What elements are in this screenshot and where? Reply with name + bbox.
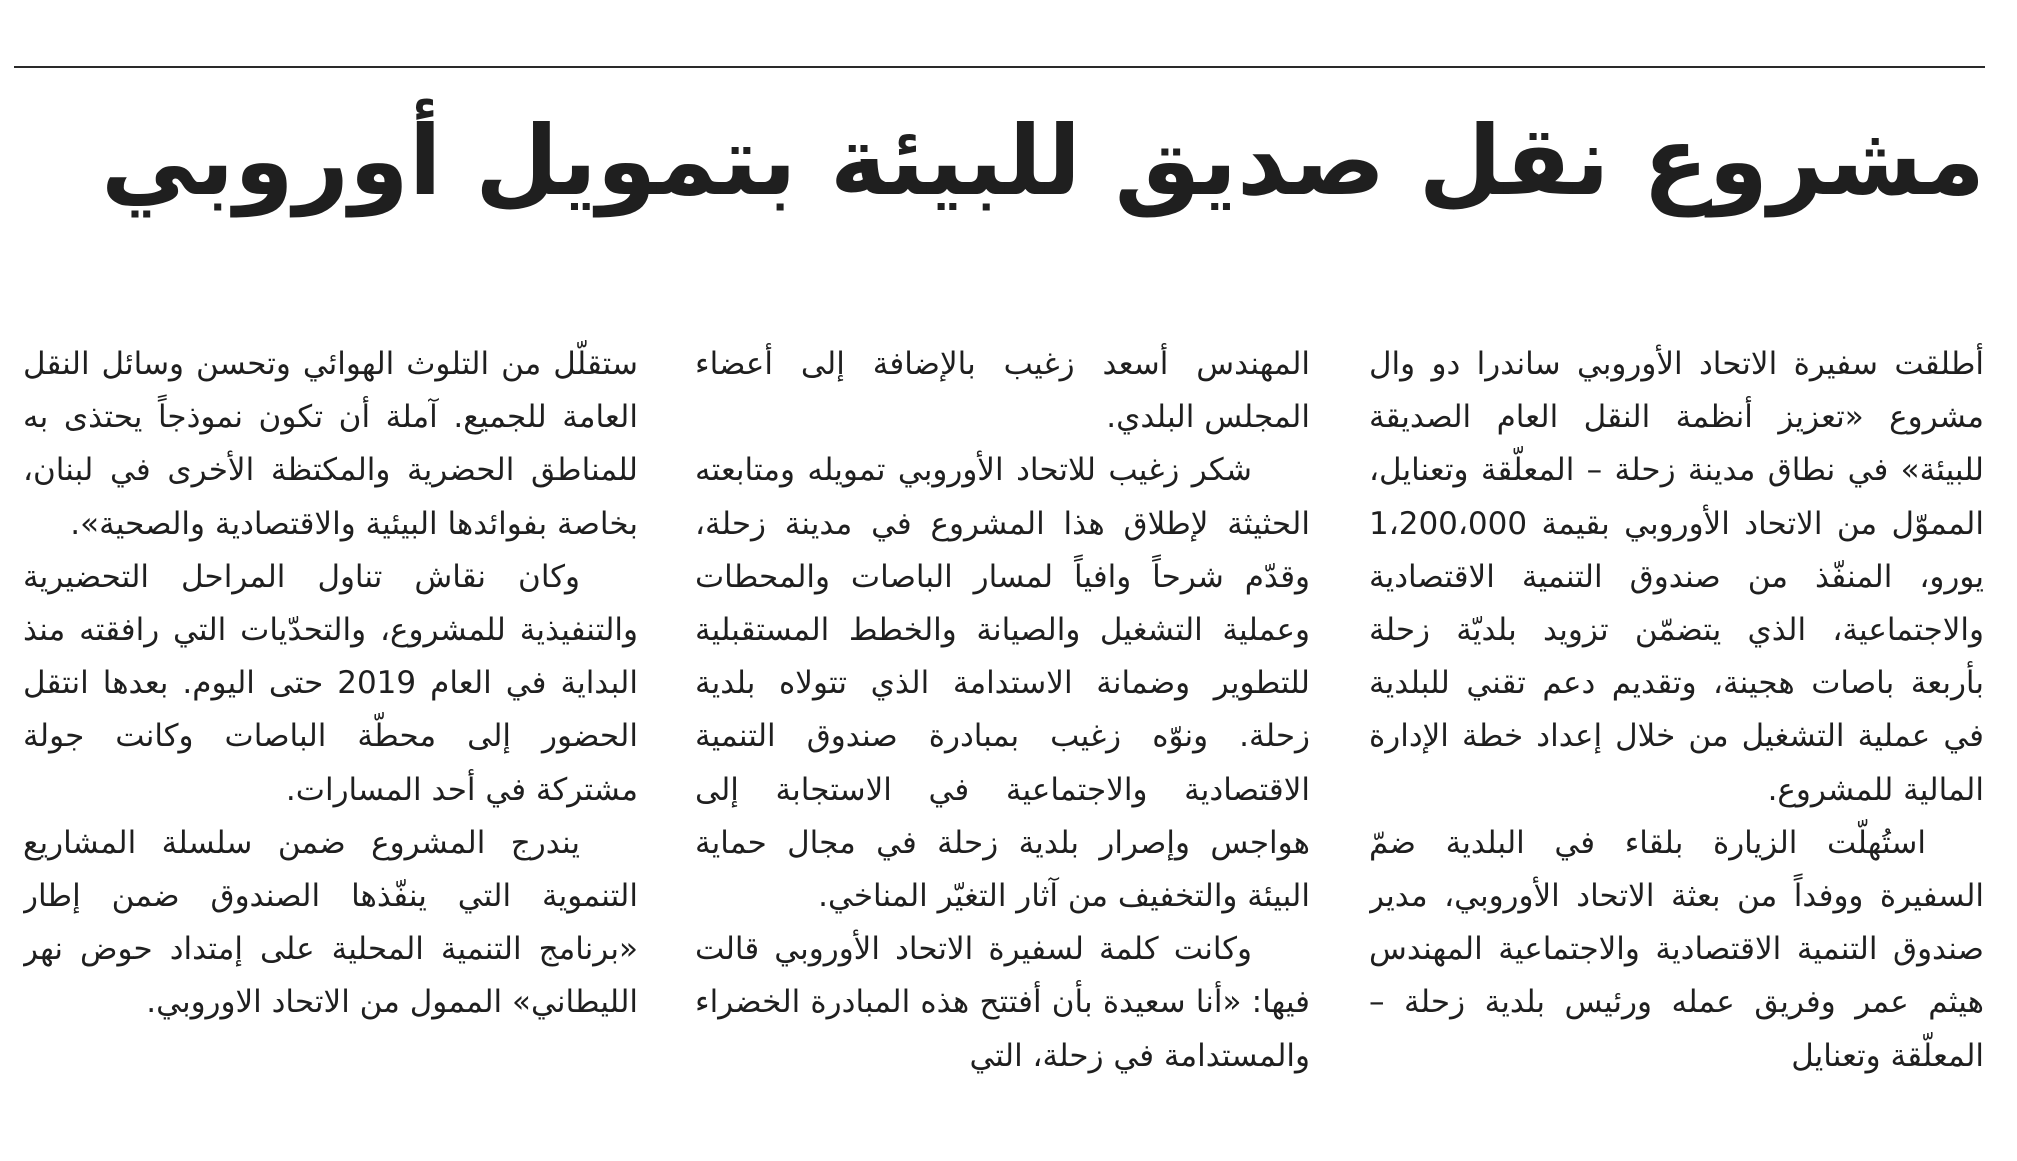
paragraph: يندرج المشروع ضمن سلسلة المشاريع التنموية التي ينفّذها الصندوق ضمن إطار «برنامج التنمية المحلية على إمتداد حوض نهر الليطاني» الممول من الاتحاد الاوروبي. bbox=[23, 824, 638, 1021]
article-column-middle bbox=[695, 338, 1310, 1128]
paragraph: وكان نقاش تناول المراحل التحضيرية والتنفيذية للمشروع، والتحدّيات التي رافقته منذ البداية في العام 2019 حتى اليوم. بعدها انتقل الحضور إلى محطّة الباصات وكانت جولة مشتركة في أحد المسارات. bbox=[23, 558, 638, 808]
article-column-right bbox=[1369, 338, 1984, 1128]
paragraph: المهندس أسعد زغيب بالإضافة إلى أعضاء المجلس البلدي. bbox=[695, 346, 1310, 436]
paragraph: أطلقت سفيرة الاتحاد الأوروبي ساندرا دو وال مشروع «تعزيز أنظمة النقل العام الصديقة للبيئة» في نطاق مدينة زحلة – المعلّقة وتعنايل، المموّل من الاتحاد الأوروبي بقيمة 1،200،000 يورو، المنفّذ من صندوق التنمية الاقتصادية والاجتماعية، الذي يتضمّن تزويد بلديّة زحلة بأربعة باصات هجينة، وتقديم دعم تقني للبلدية في عملية التشغيل من خلال إعداد خطة الإدارة المالية للمشروع. bbox=[1369, 346, 1984, 808]
paragraph: وكانت كلمة لسفيرة الاتحاد الأوروبي قالت فيها: «أنا سعيدة بأن أفتتح هذه المبادرة الخضراء والمستدامة في زحلة، التي bbox=[695, 931, 1310, 1074]
article-column-left bbox=[23, 338, 638, 1128]
paragraph: استُهلّت الزيارة بلقاء في البلدية ضمّ السفيرة ووفداً من بعثة الاتحاد الأوروبي، مدير صندوق التنمية الاقتصادية والاجتماعية المهندس هيثم عمر وفريق عمله ورئيس بلدية زحلة – المعلّقة وتعنايل bbox=[1369, 824, 1984, 1074]
paragraph: شكر زغيب للاتحاد الأوروبي تمويله ومتابعته الحثيثة لإطلاق هذا المشروع في مدينة زحلة، وقدّم شرحاً وافياً لمسار الباصات والمحطات وعملية التشغيل والصيانة والخطط المستقبلية للتطوير وضمانة الاستدامة الذي تتولاه بلدية زحلة. ونوّه زغيب بمبادرة صندوق التنمية الاقتصادية والاجتماعية في الاستجابة إلى هواجس وإصرار بلدية زحلة في مجال حماية البيئة والتخفيف من آثار التغيّر المناخي. bbox=[695, 452, 1310, 915]
paragraph: ستقلّل من التلوث الهوائي وتحسن وسائل النقل العامة للجميع. آملة أن تكون نموذجاً يحتذى به للمناطق الحضرية والمكتظة الأخرى في لبنان، بخاصة بفوائدها البيئية والاقتصادية والصحية». bbox=[23, 346, 638, 542]
headline: مشروع نقل صديق للبيئة بتمويل أوروبي bbox=[100, 105, 1985, 217]
top-rule bbox=[14, 66, 1985, 68]
